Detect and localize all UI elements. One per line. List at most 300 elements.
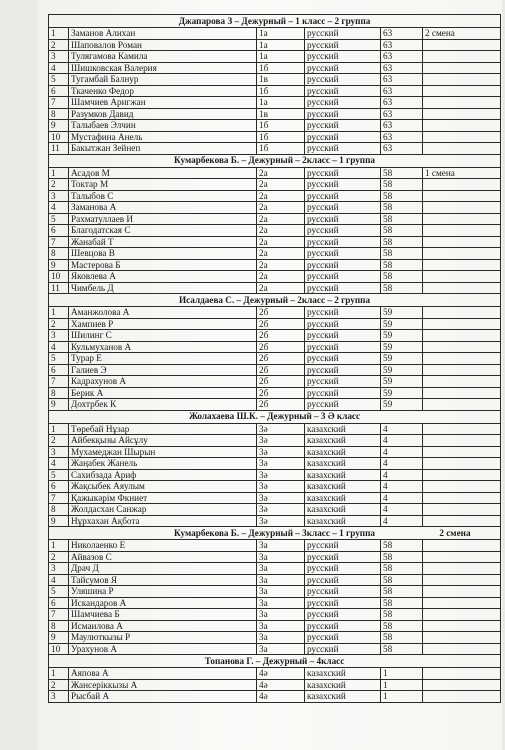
language-cell: русский xyxy=(305,341,381,353)
language-cell: русский xyxy=(305,167,381,179)
shift-cell xyxy=(423,551,501,563)
table-row xyxy=(49,97,501,109)
student-name-cell: Талыбаев Элчин xyxy=(69,120,257,132)
student-name-cell: Заманов Алихан xyxy=(69,28,257,40)
language-cell: русский xyxy=(305,318,381,330)
table-row xyxy=(49,28,501,40)
school-cell: 58 xyxy=(381,597,423,609)
language-cell: казахский xyxy=(305,504,381,516)
class-cell: 3ә xyxy=(257,469,305,481)
row-number-cell: 11 xyxy=(49,143,69,155)
class-cell: 3а xyxy=(257,540,305,552)
school-cell: 58 xyxy=(381,259,423,271)
shift-cell xyxy=(423,225,501,237)
table-row xyxy=(49,248,501,260)
row-number-cell: 3 xyxy=(49,330,69,342)
student-name-cell: Қажыкәрім Фкниет xyxy=(69,492,257,504)
shift-cell xyxy=(423,504,501,516)
student-name-cell: Төребай Нұзар xyxy=(69,423,257,435)
group-title: Кумарбекова Б. – Дежурный – 2класс – 1 группа xyxy=(174,155,375,166)
student-name-cell: Урахунов А xyxy=(69,643,257,655)
school-cell: 58 xyxy=(381,586,423,598)
student-name-cell: Токтар М xyxy=(69,179,257,191)
shift-cell xyxy=(423,271,501,283)
student-name-cell: Разумков Давид xyxy=(69,108,257,120)
student-name-cell: Мухамеджан Шырын xyxy=(69,446,257,458)
table-row xyxy=(49,481,501,493)
student-name-cell: Шамчиева Б xyxy=(69,609,257,621)
table-row xyxy=(49,236,501,248)
language-cell: русский xyxy=(305,597,381,609)
language-cell: русский xyxy=(305,213,381,225)
class-cell: 1б xyxy=(257,85,305,97)
class-cell: 2а xyxy=(257,271,305,283)
table-row xyxy=(49,271,501,283)
language-cell: русский xyxy=(305,586,381,598)
language-cell: русский xyxy=(305,540,381,552)
language-cell: русский xyxy=(305,353,381,365)
student-name-cell: Айбекқызы Айсұлу xyxy=(69,435,257,447)
row-number-cell: 7 xyxy=(49,492,69,504)
class-cell: 2б xyxy=(257,387,305,399)
school-cell: 63 xyxy=(381,74,423,86)
table-row xyxy=(49,143,501,155)
shift-cell xyxy=(423,179,501,191)
shift-cell xyxy=(423,74,501,86)
class-cell: 1в xyxy=(257,108,305,120)
table-row xyxy=(49,62,501,74)
row-number-cell: 10 xyxy=(49,643,69,655)
shift-cell xyxy=(423,609,501,621)
row-number-cell: 1 xyxy=(49,668,69,680)
row-number-cell: 7 xyxy=(49,97,69,109)
table-row xyxy=(49,179,501,191)
student-name-cell: Мустафина Анель xyxy=(69,131,257,143)
shift-cell xyxy=(423,143,501,155)
class-cell: 1а xyxy=(257,28,305,40)
row-number-cell: 10 xyxy=(49,131,69,143)
class-cell: 2а xyxy=(257,179,305,191)
shift-cell xyxy=(423,469,501,481)
shift-cell: 2 смена xyxy=(423,28,501,40)
school-cell: 58 xyxy=(381,282,423,294)
school-cell: 63 xyxy=(381,28,423,40)
class-cell: 2а xyxy=(257,236,305,248)
student-name-cell: Жансеріккызы А xyxy=(69,679,257,691)
language-cell: русский xyxy=(305,143,381,155)
class-cell: 3а xyxy=(257,574,305,586)
row-number-cell: 6 xyxy=(49,481,69,493)
table-row xyxy=(49,609,501,621)
school-cell: 58 xyxy=(381,248,423,260)
shift-cell xyxy=(423,307,501,319)
table-row xyxy=(49,225,501,237)
shift-cell xyxy=(423,330,501,342)
language-cell: русский xyxy=(305,179,381,191)
class-cell: 2а xyxy=(257,282,305,294)
row-number-cell: 8 xyxy=(49,108,69,120)
school-cell: 59 xyxy=(381,364,423,376)
student-name-cell: Исмаилова А xyxy=(69,620,257,632)
table-row xyxy=(49,376,501,388)
language-cell: казахский xyxy=(305,469,381,481)
school-cell: 4 xyxy=(381,469,423,481)
language-cell: русский xyxy=(305,248,381,260)
row-number-cell: 5 xyxy=(49,586,69,598)
class-cell: 2а xyxy=(257,213,305,225)
language-cell: русский xyxy=(305,563,381,575)
student-name-cell: Искандаров А xyxy=(69,597,257,609)
language-cell: русский xyxy=(305,620,381,632)
shift-cell xyxy=(423,131,501,143)
class-cell: 3а xyxy=(257,632,305,644)
shift-cell xyxy=(423,481,501,493)
school-cell: 58 xyxy=(381,167,423,179)
school-cell: 4 xyxy=(381,481,423,493)
class-cell: 1а xyxy=(257,39,305,51)
table-row xyxy=(49,318,501,330)
table-row xyxy=(49,469,501,481)
group-title: Топанова Г. – Дежурный – 4класс xyxy=(204,655,345,666)
shift-cell xyxy=(423,85,501,97)
table-row xyxy=(49,515,501,527)
language-cell: казахский xyxy=(305,492,381,504)
language-cell: русский xyxy=(305,307,381,319)
class-cell: 3а xyxy=(257,597,305,609)
school-cell: 58 xyxy=(381,609,423,621)
row-number-cell: 9 xyxy=(49,399,69,411)
shift-cell xyxy=(423,376,501,388)
row-number-cell: 1 xyxy=(49,423,69,435)
language-cell: казахский xyxy=(305,423,381,435)
table-row xyxy=(49,492,501,504)
language-cell: казахский xyxy=(305,458,381,470)
row-number-cell: 4 xyxy=(49,62,69,74)
school-cell: 58 xyxy=(381,540,423,552)
table-row xyxy=(49,282,501,294)
school-cell: 63 xyxy=(381,120,423,132)
table-row xyxy=(49,446,501,458)
shift-cell xyxy=(423,259,501,271)
row-number-cell: 5 xyxy=(49,469,69,481)
student-name-cell: Айвазов С xyxy=(69,551,257,563)
school-cell: 59 xyxy=(381,376,423,388)
shift-cell xyxy=(423,51,501,63)
row-number-cell: 1 xyxy=(49,28,69,40)
class-cell: 3ә xyxy=(257,504,305,516)
group-shift-label: 2 смена xyxy=(439,527,471,538)
table-row xyxy=(49,213,501,225)
shift-cell xyxy=(423,458,501,470)
shift-cell xyxy=(423,318,501,330)
table-row xyxy=(49,131,501,143)
group-header-row xyxy=(49,294,501,307)
student-name-cell: Кульмуханов А xyxy=(69,341,257,353)
row-number-cell: 5 xyxy=(49,353,69,365)
class-cell: 2а xyxy=(257,225,305,237)
language-cell: русский xyxy=(305,609,381,621)
row-number-cell: 8 xyxy=(49,248,69,260)
school-cell: 58 xyxy=(381,643,423,655)
language-cell: русский xyxy=(305,387,381,399)
language-cell: русский xyxy=(305,574,381,586)
language-cell: русский xyxy=(305,330,381,342)
language-cell: русский xyxy=(305,399,381,411)
class-cell: 1б xyxy=(257,143,305,155)
row-number-cell: 9 xyxy=(49,515,69,527)
school-cell: 63 xyxy=(381,143,423,155)
row-number-cell: 6 xyxy=(49,597,69,609)
group-title: Жолахаева Ш.К. – Дежурный – 3 Ә класс xyxy=(188,411,361,422)
row-number-cell: 6 xyxy=(49,85,69,97)
group-header-row xyxy=(49,154,501,167)
shift-cell xyxy=(423,691,501,703)
class-cell: 2б xyxy=(257,330,305,342)
row-number-cell: 10 xyxy=(49,271,69,283)
class-cell: 2б xyxy=(257,364,305,376)
class-cell: 3ә xyxy=(257,423,305,435)
table-row xyxy=(49,74,501,86)
language-cell: русский xyxy=(305,62,381,74)
group-header-row xyxy=(49,655,501,668)
class-cell: 4ә xyxy=(257,691,305,703)
shift-cell xyxy=(423,515,501,527)
shift-cell xyxy=(423,97,501,109)
table-row xyxy=(49,668,501,680)
row-number-cell: 4 xyxy=(49,458,69,470)
student-name-cell: Бакытжан Зейнеп xyxy=(69,143,257,155)
class-cell: 2б xyxy=(257,341,305,353)
shift-cell xyxy=(423,563,501,575)
shift-cell xyxy=(423,364,501,376)
school-cell: 1 xyxy=(381,691,423,703)
row-number-cell: 3 xyxy=(49,563,69,575)
row-number-cell: 9 xyxy=(49,259,69,271)
group-header-row xyxy=(49,527,501,540)
shift-cell xyxy=(423,39,501,51)
row-number-cell: 8 xyxy=(49,620,69,632)
table-row xyxy=(49,387,501,399)
table-row xyxy=(49,574,501,586)
shift-cell xyxy=(423,679,501,691)
shift-cell xyxy=(423,586,501,598)
class-cell: 1в xyxy=(257,74,305,86)
language-cell: русский xyxy=(305,120,381,132)
class-cell: 2а xyxy=(257,202,305,214)
student-name-cell: Шаповалов Роман xyxy=(69,39,257,51)
language-cell: казахский xyxy=(305,435,381,447)
row-number-cell: 2 xyxy=(49,179,69,191)
school-cell: 4 xyxy=(381,458,423,470)
class-cell: 2б xyxy=(257,318,305,330)
school-cell: 59 xyxy=(381,307,423,319)
student-name-cell: Драч Д xyxy=(69,563,257,575)
group-header-row xyxy=(49,15,501,28)
student-name-cell: Тугамбай Балнур xyxy=(69,74,257,86)
table-row xyxy=(49,330,501,342)
row-number-cell: 4 xyxy=(49,341,69,353)
student-name-cell: Хампиев Р xyxy=(69,318,257,330)
row-number-cell: 2 xyxy=(49,318,69,330)
class-cell: 3а xyxy=(257,551,305,563)
shift-cell: 1 смена xyxy=(423,167,501,179)
class-cell: 3ә xyxy=(257,458,305,470)
class-cell: 1б xyxy=(257,131,305,143)
student-name-cell: Сахибзада Ариф xyxy=(69,469,257,481)
class-cell: 3а xyxy=(257,620,305,632)
student-name-cell: Жақсыбек Аяулым xyxy=(69,481,257,493)
class-cell: 1а xyxy=(257,97,305,109)
student-name-cell: Рахматуллаев И xyxy=(69,213,257,225)
class-cell: 2б xyxy=(257,376,305,388)
student-name-cell: Маулюткызы Р xyxy=(69,632,257,644)
shift-cell xyxy=(423,213,501,225)
language-cell: русский xyxy=(305,259,381,271)
row-number-cell: 7 xyxy=(49,236,69,248)
group-header-cell xyxy=(49,655,501,668)
student-name-cell: Жолдасхан Санжар xyxy=(69,504,257,516)
student-name-cell: Аяпова А xyxy=(69,668,257,680)
table-row xyxy=(49,85,501,97)
class-cell: 2б xyxy=(257,399,305,411)
school-cell: 58 xyxy=(381,620,423,632)
school-cell: 58 xyxy=(381,179,423,191)
class-cell: 1б xyxy=(257,62,305,74)
school-cell: 4 xyxy=(381,446,423,458)
table-row xyxy=(49,458,501,470)
shift-cell xyxy=(423,236,501,248)
school-cell: 1 xyxy=(381,679,423,691)
class-cell: 2а xyxy=(257,248,305,260)
class-cell: 1б xyxy=(257,120,305,132)
language-cell: русский xyxy=(305,643,381,655)
shift-cell xyxy=(423,62,501,74)
student-name-cell: Шилинг С xyxy=(69,330,257,342)
school-cell: 4 xyxy=(381,515,423,527)
school-cell: 58 xyxy=(381,574,423,586)
group-title: Кумарбекова Б. – Дежурный – 3класс – 1 группа xyxy=(174,527,375,538)
language-cell: казахский xyxy=(305,679,381,691)
row-number-cell: 9 xyxy=(49,632,69,644)
class-cell: 4ә xyxy=(257,668,305,680)
table-row xyxy=(49,399,501,411)
shift-cell xyxy=(423,423,501,435)
shift-cell xyxy=(423,643,501,655)
student-name-cell: Заманова А xyxy=(69,202,257,214)
language-cell: русский xyxy=(305,190,381,202)
student-name-cell: Тулягамова Камила xyxy=(69,51,257,63)
student-name-cell: Галиев Э xyxy=(69,364,257,376)
language-cell: русский xyxy=(305,282,381,294)
table-row xyxy=(49,620,501,632)
language-cell: русский xyxy=(305,97,381,109)
student-name-cell: Николаенко Е xyxy=(69,540,257,552)
table-row xyxy=(49,597,501,609)
shift-cell xyxy=(423,282,501,294)
student-name-cell: Аманжолова А xyxy=(69,307,257,319)
student-name-cell: Кадрахунов А xyxy=(69,376,257,388)
shift-cell xyxy=(423,492,501,504)
school-cell: 59 xyxy=(381,330,423,342)
student-name-cell: Жаңабек Жанель xyxy=(69,458,257,470)
table-row xyxy=(49,259,501,271)
school-cell: 63 xyxy=(381,39,423,51)
row-number-cell: 1 xyxy=(49,540,69,552)
language-cell: русский xyxy=(305,202,381,214)
row-number-cell: 2 xyxy=(49,39,69,51)
table-row xyxy=(49,679,501,691)
shift-cell xyxy=(423,387,501,399)
language-cell: казахский xyxy=(305,446,381,458)
school-cell: 63 xyxy=(381,97,423,109)
student-name-cell: Жанабай Т xyxy=(69,236,257,248)
school-cell: 59 xyxy=(381,387,423,399)
school-cell: 1 xyxy=(381,668,423,680)
row-number-cell: 2 xyxy=(49,679,69,691)
group-header-cell xyxy=(49,15,501,28)
language-cell: русский xyxy=(305,225,381,237)
row-number-cell: 2 xyxy=(49,435,69,447)
class-cell: 2а xyxy=(257,259,305,271)
class-cell: 3ә xyxy=(257,481,305,493)
student-name-cell: Турар Е xyxy=(69,353,257,365)
row-number-cell: 3 xyxy=(49,446,69,458)
class-cell: 3ә xyxy=(257,492,305,504)
language-cell: русский xyxy=(305,51,381,63)
student-name-cell: Тайсумов Я xyxy=(69,574,257,586)
student-name-cell: Уляшина Р xyxy=(69,586,257,598)
school-cell: 59 xyxy=(381,399,423,411)
group-header-cell xyxy=(49,154,501,167)
table-row xyxy=(49,190,501,202)
row-number-cell: 6 xyxy=(49,364,69,376)
table-row xyxy=(49,108,501,120)
row-number-cell: 1 xyxy=(49,307,69,319)
class-cell: 3а xyxy=(257,563,305,575)
shift-cell xyxy=(423,120,501,132)
class-cell: 2б xyxy=(257,307,305,319)
group-header-cell xyxy=(49,410,501,423)
row-number-cell: 4 xyxy=(49,202,69,214)
row-number-cell: 5 xyxy=(49,74,69,86)
language-cell: казахский xyxy=(305,691,381,703)
class-cell: 4ә xyxy=(257,679,305,691)
school-cell: 58 xyxy=(381,190,423,202)
school-cell: 63 xyxy=(381,51,423,63)
shift-cell xyxy=(423,399,501,411)
language-cell: русский xyxy=(305,236,381,248)
language-cell: казахский xyxy=(305,481,381,493)
school-cell: 58 xyxy=(381,632,423,644)
language-cell: русский xyxy=(305,131,381,143)
table-row xyxy=(49,167,501,179)
table-row xyxy=(49,353,501,365)
table-row xyxy=(49,307,501,319)
shift-cell xyxy=(423,540,501,552)
table-row xyxy=(49,364,501,376)
language-cell: русский xyxy=(305,108,381,120)
row-number-cell: 3 xyxy=(49,51,69,63)
language-cell: русский xyxy=(305,632,381,644)
row-number-cell: 8 xyxy=(49,387,69,399)
shift-cell xyxy=(423,574,501,586)
class-cell: 2а xyxy=(257,167,305,179)
school-cell: 4 xyxy=(381,504,423,516)
shift-cell xyxy=(423,190,501,202)
shift-cell xyxy=(423,668,501,680)
school-cell: 4 xyxy=(381,435,423,447)
class-cell: 3а xyxy=(257,609,305,621)
